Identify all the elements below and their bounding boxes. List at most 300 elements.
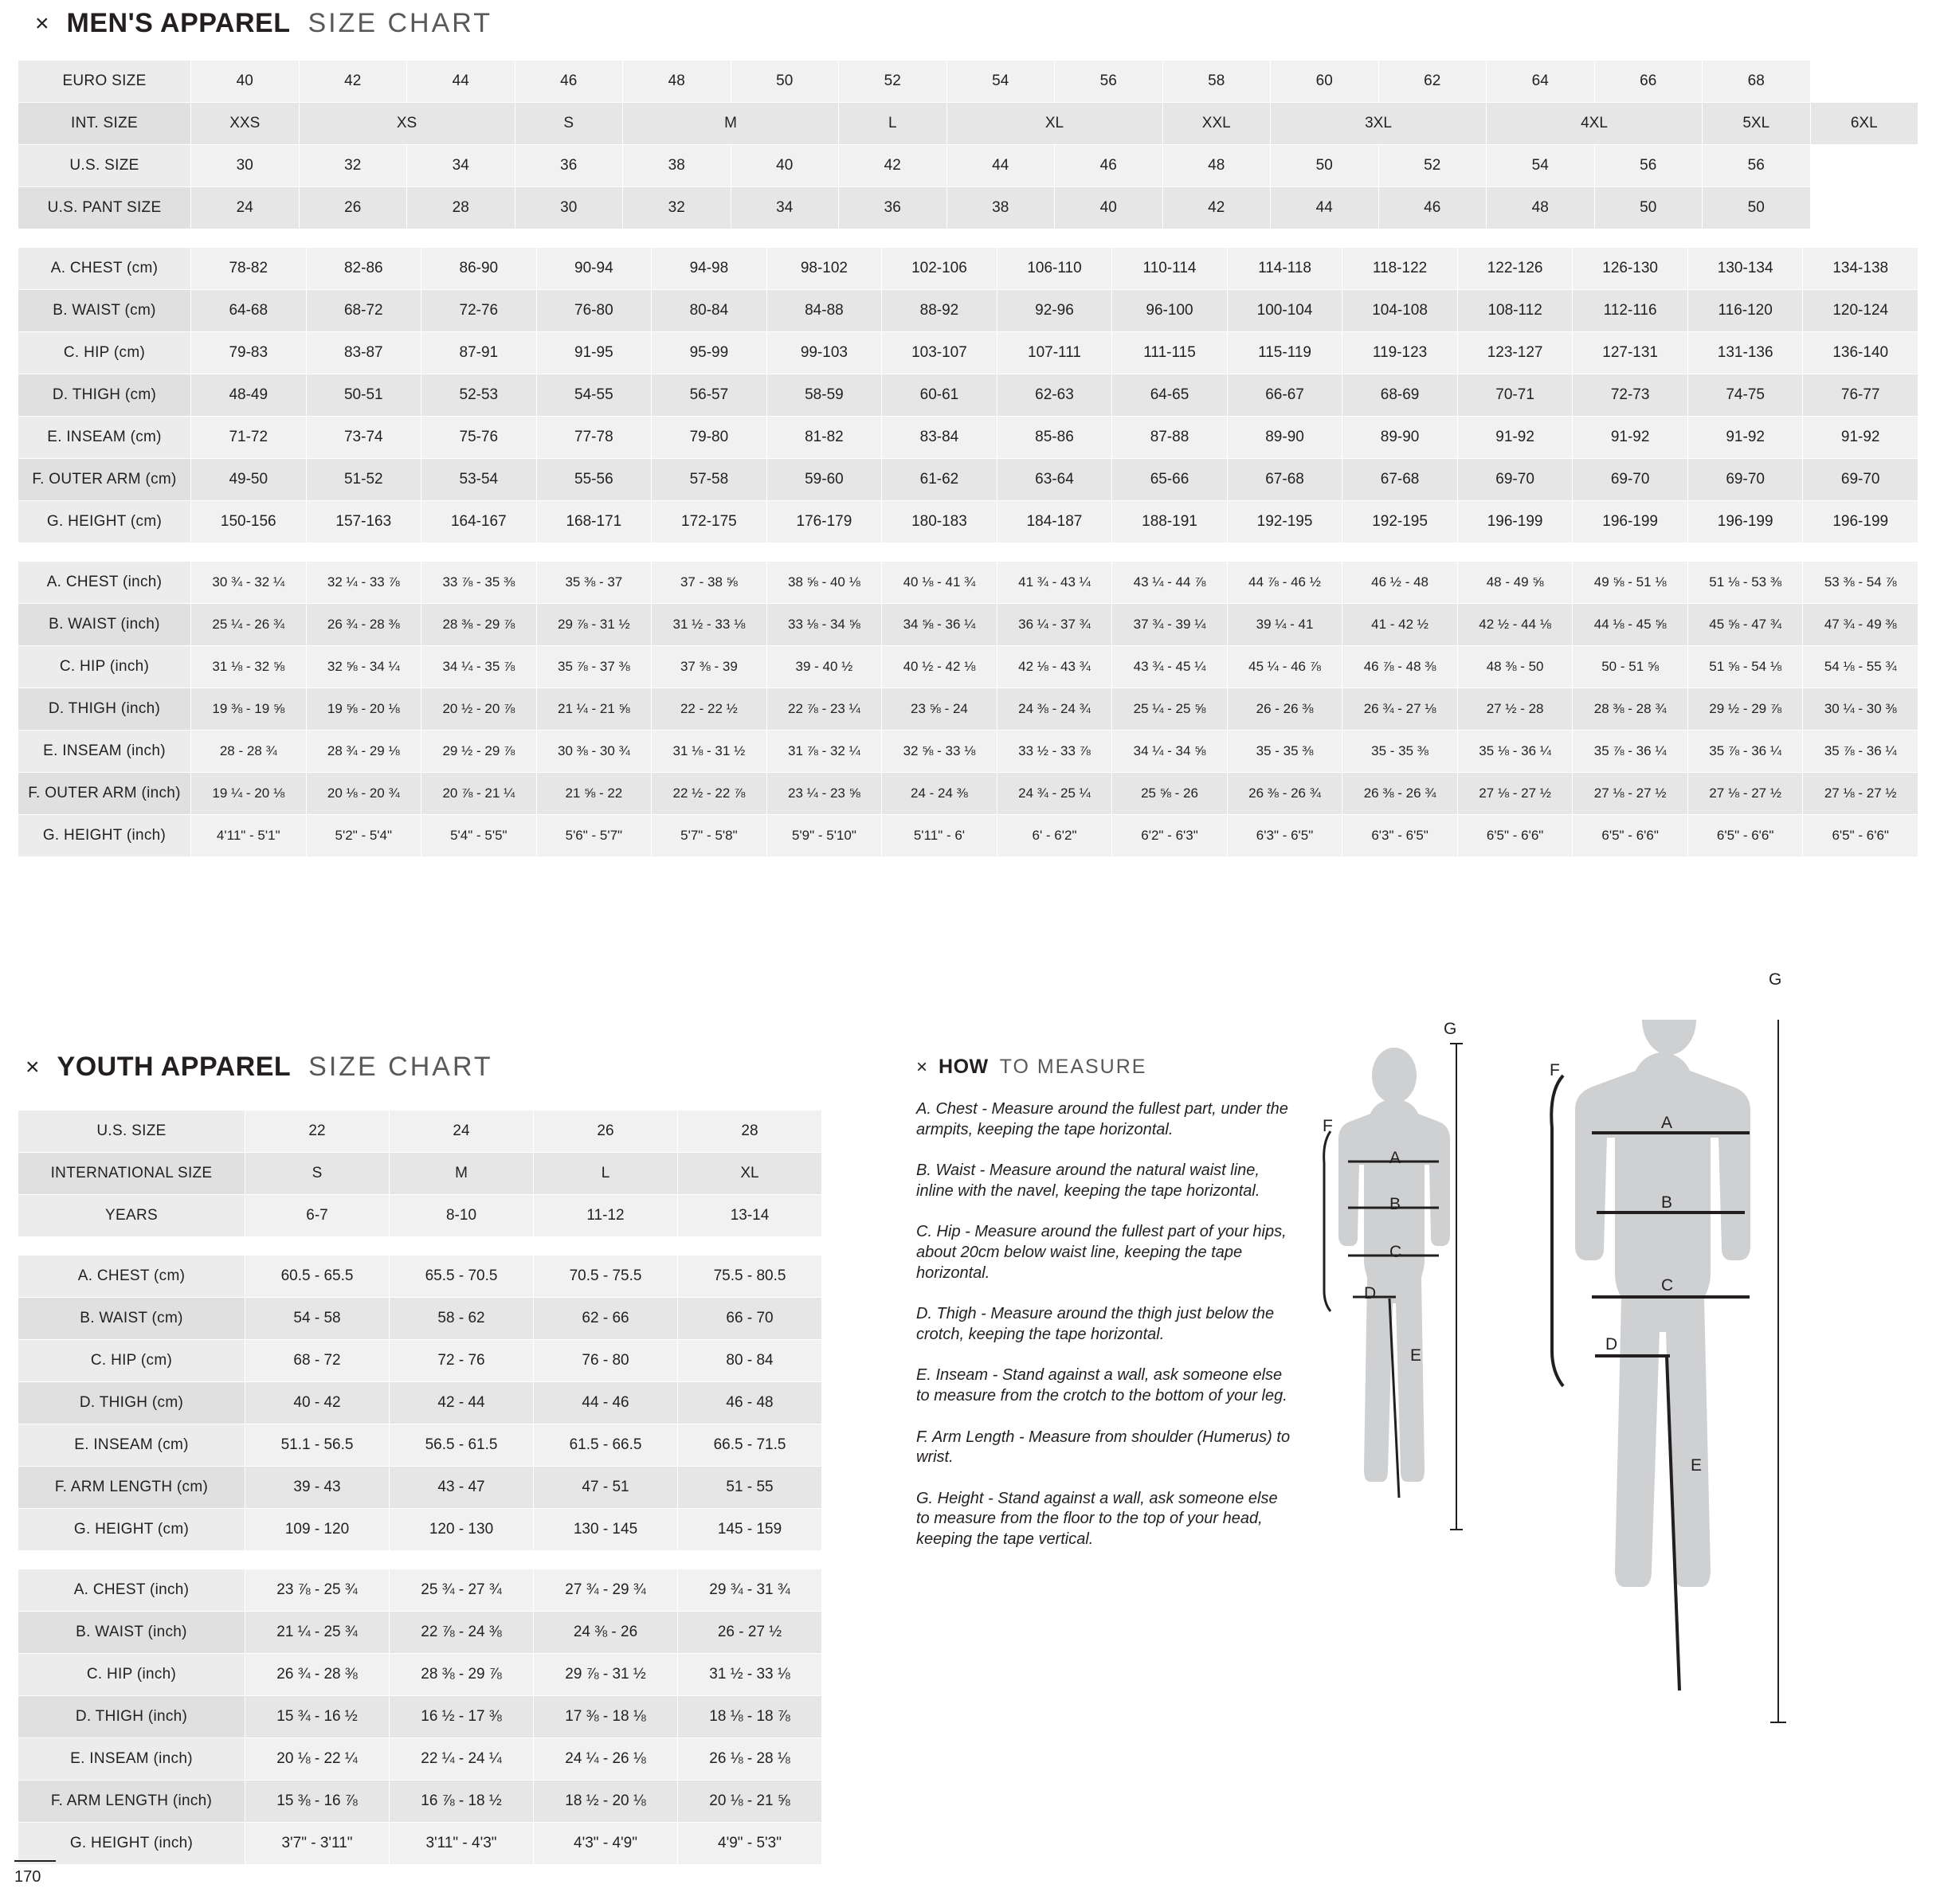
table-cell: 35 ⅜ - 37 <box>536 562 652 604</box>
row-header: C. HIP (cm) <box>18 332 191 374</box>
table-row <box>18 604 1918 646</box>
close-icon[interactable]: × <box>25 1053 40 1080</box>
table-cell: 69-70 <box>1803 459 1918 501</box>
table-row <box>18 1467 822 1509</box>
table-cell: 64-65 <box>1112 374 1228 417</box>
table-cell: 35 ⅞ - 36 ¼ <box>1687 731 1803 773</box>
table-cell: 22 ⅞ - 23 ¼ <box>766 688 882 731</box>
table-cell: 134-138 <box>1803 248 1918 290</box>
row-header: G. HEIGHT (inch) <box>18 815 191 857</box>
table-cell: 145 - 159 <box>678 1509 822 1551</box>
table-row <box>18 145 1918 187</box>
table-row <box>18 103 1918 145</box>
table-cell: 86-90 <box>421 248 537 290</box>
adult-label-B: B <box>1661 1193 1673 1212</box>
table-cell: 35 ⅞ - 37 ⅜ <box>536 646 652 688</box>
table-cell: L <box>839 103 947 145</box>
table-cell: S <box>245 1153 390 1195</box>
table-cell: 192-195 <box>1227 501 1342 543</box>
measure-instruction: A. Chest - Measure around the fullest part, under the armpits, keeping the tape horizontal. <box>916 1100 1288 1138</box>
row-header: A. CHEST (cm) <box>18 248 191 290</box>
table-cell: 6'5" - 6'6" <box>1803 815 1918 857</box>
table-cell: 136-140 <box>1803 332 1918 374</box>
table-cell: 62 <box>1378 61 1487 103</box>
table-cell: 79-83 <box>191 332 307 374</box>
table-cell: 87-88 <box>1112 417 1228 459</box>
table-cell: 48-49 <box>191 374 307 417</box>
table-cell: 29 ¾ - 31 ¾ <box>678 1569 822 1612</box>
table-cell: 29 ½ - 29 ⅞ <box>1687 688 1803 731</box>
table-cell: 40 - 42 <box>245 1382 390 1424</box>
table-cell: 76-80 <box>536 290 652 332</box>
table-cell: 44 - 46 <box>534 1382 678 1424</box>
table-cell: 22 ⅞ - 24 ⅜ <box>390 1612 534 1654</box>
page-number-rule <box>14 1860 56 1862</box>
table-cell: 4'3" - 4'9" <box>534 1823 678 1865</box>
table-cell: XXS <box>191 103 300 145</box>
table-cell: 74-75 <box>1687 374 1803 417</box>
table-cell: 94-98 <box>652 248 767 290</box>
table-cell: 46 ⅞ - 48 ⅜ <box>1342 646 1458 688</box>
table-cell: 31 ½ - 33 ⅛ <box>678 1654 822 1696</box>
table-cell: 106-110 <box>997 248 1112 290</box>
table-cell: 24 ⅜ - 26 <box>534 1612 678 1654</box>
table-cell: 42 ½ - 44 ⅛ <box>1457 604 1573 646</box>
table-cell: 5'6" - 5'7" <box>536 815 652 857</box>
table-cell: 71-72 <box>191 417 307 459</box>
table-cell: 27 ⅛ - 27 ½ <box>1687 773 1803 815</box>
table-row <box>18 1696 822 1738</box>
table-cell: 67-68 <box>1342 459 1458 501</box>
table-cell: 196-199 <box>1803 501 1918 543</box>
table-row <box>18 290 1918 332</box>
table-cell: 57-58 <box>652 459 767 501</box>
table-cell: 37 ¾ - 39 ¼ <box>1112 604 1228 646</box>
table-cell: 26 - 27 ½ <box>678 1612 822 1654</box>
table-cell: 17 ⅜ - 18 ⅛ <box>534 1696 678 1738</box>
table-cell: 51 - 55 <box>678 1467 822 1509</box>
table-cell: 26 <box>299 187 407 229</box>
table-cell: 42 ⅛ - 43 ¾ <box>997 646 1112 688</box>
table-row <box>18 1654 822 1696</box>
adult-label-G: G <box>1769 970 1782 989</box>
table-cell: 32 <box>299 145 407 187</box>
table-cell: 39 - 43 <box>245 1467 390 1509</box>
table-row <box>18 1195 822 1237</box>
adult-label-A: A <box>1661 1114 1673 1132</box>
table-cell: 23 ¼ - 23 ⅝ <box>766 773 882 815</box>
youth-label-G: G <box>1444 1020 1457 1038</box>
table-cell: 42 <box>839 145 947 187</box>
table-cell: 24 ¼ - 26 ⅛ <box>534 1738 678 1781</box>
mens-chart-title <box>35 8 1922 39</box>
page-number <box>14 1860 56 1886</box>
table-row <box>18 417 1918 459</box>
table-cell: 58-59 <box>766 374 882 417</box>
table-cell: 28 <box>407 187 515 229</box>
table-cell: 30 ¾ - 32 ¼ <box>191 562 307 604</box>
table-cell: 81-82 <box>766 417 882 459</box>
table-cell: 41 ¾ - 43 ¼ <box>997 562 1112 604</box>
table-row <box>18 1612 822 1654</box>
table-cell: 28 ⅜ - 28 ¾ <box>1573 688 1688 731</box>
table-cell: 50 <box>1271 145 1379 187</box>
table-row <box>18 815 1918 857</box>
table-cell: 5'7" - 5'8" <box>652 815 767 857</box>
adult-label-E: E <box>1691 1456 1703 1475</box>
table-cell: 26 ¾ - 28 ⅜ <box>306 604 421 646</box>
table-cell: 33 ⅞ - 35 ⅜ <box>421 562 537 604</box>
howto-title-light: TO MEASURE <box>999 1056 1147 1078</box>
table-cell: 18 ⅛ - 18 ⅞ <box>678 1696 822 1738</box>
table-cell: 88-92 <box>882 290 997 332</box>
table-cell: 180-183 <box>882 501 997 543</box>
table-cell: 172-175 <box>652 501 767 543</box>
table-cell: 196-199 <box>1573 501 1688 543</box>
table-cell: 4XL <box>1487 103 1703 145</box>
table-cell: 21 ⅝ - 22 <box>536 773 652 815</box>
table-cell: 33 ⅛ - 34 ⅝ <box>766 604 882 646</box>
table-cell: 157-163 <box>306 501 421 543</box>
table-cell: 89-90 <box>1227 417 1342 459</box>
table-cell: 6XL <box>1810 103 1918 145</box>
youth-label-E: E <box>1410 1346 1422 1365</box>
adult-label-C: C <box>1661 1276 1674 1295</box>
table-cell: 46 <box>1378 187 1487 229</box>
row-header: B. WAIST (inch) <box>18 604 191 646</box>
mens-size-header-table <box>18 60 1918 229</box>
table-cell: 56-57 <box>652 374 767 417</box>
table-row <box>18 1781 822 1823</box>
table-cell: 87-91 <box>421 332 537 374</box>
table-cell: 54 <box>1487 145 1595 187</box>
table-cell: 84-88 <box>766 290 882 332</box>
table-row <box>18 1340 822 1382</box>
table-row <box>18 731 1918 773</box>
youth-title-strong: YOUTH APPAREL <box>57 1052 292 1082</box>
table-cell: 28 - 28 ¾ <box>191 731 307 773</box>
table-cell: 15 ¾ - 16 ½ <box>245 1696 390 1738</box>
row-header: C. HIP (inch) <box>18 1654 245 1696</box>
measure-instruction: F. Arm Length - Measure from shoulder (Humerus) to wrist. <box>916 1428 1291 1467</box>
table-cell: 70.5 - 75.5 <box>534 1256 678 1298</box>
youth-title-light: SIZE CHART <box>308 1052 493 1082</box>
youth-apparel-section <box>18 1052 846 1865</box>
table-cell: 28 ⅜ - 29 ⅞ <box>390 1654 534 1696</box>
table-cell: 8-10 <box>390 1195 534 1237</box>
table-cell: 50 - 51 ⅝ <box>1573 646 1688 688</box>
row-header: C. HIP (cm) <box>18 1340 245 1382</box>
table-row <box>18 501 1918 543</box>
table-cell: 65-66 <box>1112 459 1228 501</box>
close-icon[interactable]: × <box>35 10 49 37</box>
row-header: E. INSEAM (inch) <box>18 1738 245 1781</box>
table-cell: 5'9" - 5'10" <box>766 815 882 857</box>
table-cell: 60.5 - 65.5 <box>245 1256 390 1298</box>
table-cell: 5XL <box>1703 103 1811 145</box>
table-cell: 31 ⅞ - 32 ¼ <box>766 731 882 773</box>
table-cell: 118-122 <box>1342 248 1458 290</box>
table-cell: 48 <box>623 61 731 103</box>
mens-measurements-inch-table <box>18 561 1918 857</box>
table-cell: 24 ⅜ - 24 ¾ <box>997 688 1112 731</box>
table-cell: 188-191 <box>1112 501 1228 543</box>
table-cell: 58 - 62 <box>390 1298 534 1340</box>
table-cell: 42 <box>1162 187 1271 229</box>
table-cell: 29 ⅞ - 31 ½ <box>536 604 652 646</box>
table-cell: 59-60 <box>766 459 882 501</box>
table-cell: 44 <box>1271 187 1379 229</box>
row-header: INTERNATIONAL SIZE <box>18 1153 245 1195</box>
table-cell: 70-71 <box>1457 374 1573 417</box>
table-cell: 53-54 <box>421 459 537 501</box>
table-cell: 82-86 <box>306 248 421 290</box>
table-cell: 127-131 <box>1573 332 1688 374</box>
table-cell: 50 <box>731 61 839 103</box>
table-cell: 90-94 <box>536 248 652 290</box>
table-cell: 123-127 <box>1457 332 1573 374</box>
table-cell: 22 <box>245 1111 390 1153</box>
table-cell: 111-115 <box>1112 332 1228 374</box>
table-cell: 130-134 <box>1687 248 1803 290</box>
table-cell: 83-87 <box>306 332 421 374</box>
table-cell: 68 <box>1703 61 1811 103</box>
mens-apparel-section <box>18 8 1922 857</box>
table-cell: 114-118 <box>1227 248 1342 290</box>
mens-title-light: SIZE CHART <box>308 8 492 38</box>
table-cell: 61-62 <box>882 459 997 501</box>
table-cell: 31 ⅛ - 31 ½ <box>652 731 767 773</box>
table-row <box>18 187 1918 229</box>
table-cell: 112-116 <box>1573 290 1688 332</box>
table-cell: 69-70 <box>1573 459 1688 501</box>
table-row <box>18 332 1918 374</box>
table-cell: 40 ⅛ - 41 ¾ <box>882 562 997 604</box>
table-cell: 80-84 <box>652 290 767 332</box>
table-cell: 62-63 <box>997 374 1112 417</box>
measure-instruction: C. Hip - Measure around the fullest part of your hips, about 20cm below waist line, keeping the tape horizontal. <box>916 1223 1287 1282</box>
table-row <box>18 61 1918 103</box>
table-cell: 46 ½ - 48 <box>1342 562 1458 604</box>
row-header: E. INSEAM (cm) <box>18 1424 245 1467</box>
adult-label-D: D <box>1605 1335 1618 1354</box>
table-row <box>18 773 1918 815</box>
table-cell: 192-195 <box>1342 501 1458 543</box>
table-cell: 107-111 <box>997 332 1112 374</box>
table-cell: 45 ¼ - 46 ⅞ <box>1227 646 1342 688</box>
table-cell: 55-56 <box>536 459 652 501</box>
table-cell: 76-77 <box>1803 374 1918 417</box>
row-header: G. HEIGHT (inch) <box>18 1823 245 1865</box>
table-cell: 63-64 <box>997 459 1112 501</box>
table-cell: M <box>623 103 839 145</box>
table-cell: 109 - 120 <box>245 1509 390 1551</box>
measure-instruction: E. Inseam - Stand against a wall, ask someone else to measure from the crotch to the bottom of your leg. <box>916 1366 1287 1404</box>
measure-instruction: B. Waist - Measure around the natural waist line, inline with the navel, keeping the tape horizontal. <box>916 1162 1260 1200</box>
table-cell: 28 ¾ - 29 ⅛ <box>306 731 421 773</box>
table-cell: 65.5 - 70.5 <box>390 1256 534 1298</box>
table-cell: XL <box>678 1153 822 1195</box>
table-cell: 20 ⅛ - 21 ⅝ <box>678 1781 822 1823</box>
row-header: U.S. SIZE <box>18 1111 245 1153</box>
table-cell: 24 <box>191 187 300 229</box>
table-cell: 34 ⅝ - 36 ¼ <box>882 604 997 646</box>
table-cell: 35 - 35 ⅜ <box>1342 731 1458 773</box>
table-cell: 104-108 <box>1342 290 1458 332</box>
table-row <box>18 1509 822 1551</box>
table-cell: 64-68 <box>191 290 307 332</box>
table-cell: 43 - 47 <box>390 1467 534 1509</box>
table-cell: 6'3" - 6'5" <box>1342 815 1458 857</box>
table-cell: 35 - 35 ⅜ <box>1227 731 1342 773</box>
table-cell: 69-70 <box>1687 459 1803 501</box>
table-cell: 5'4" - 5'5" <box>421 815 537 857</box>
close-icon[interactable]: × <box>916 1056 928 1078</box>
table-cell: 83-84 <box>882 417 997 459</box>
table-cell: 56.5 - 61.5 <box>390 1424 534 1467</box>
table-cell: M <box>390 1153 534 1195</box>
table-cell: 68-69 <box>1342 374 1458 417</box>
table-cell: 50-51 <box>306 374 421 417</box>
table-cell: 21 ¼ - 25 ¾ <box>245 1612 390 1654</box>
table-row <box>18 1111 822 1153</box>
table-cell: 100-104 <box>1227 290 1342 332</box>
table-cell: 27 ⅛ - 27 ½ <box>1573 773 1688 815</box>
table-cell: 40 <box>191 61 300 103</box>
row-header: D. THIGH (cm) <box>18 1382 245 1424</box>
table-row <box>18 562 1918 604</box>
table-cell: 75.5 - 80.5 <box>678 1256 822 1298</box>
table-cell: 37 - 38 ⅝ <box>652 562 767 604</box>
table-cell: 22 ½ - 22 ⅞ <box>652 773 767 815</box>
table-cell: 51-52 <box>306 459 421 501</box>
table-cell: 78-82 <box>191 248 307 290</box>
row-header: A. CHEST (inch) <box>18 562 191 604</box>
table-cell: S <box>515 103 623 145</box>
table-cell: 46 <box>515 61 623 103</box>
youth-size-header-table <box>18 1110 822 1237</box>
table-row <box>18 1738 822 1781</box>
table-cell: 50 <box>1703 187 1811 229</box>
table-cell: 32 <box>623 187 731 229</box>
table-cell: 49-50 <box>191 459 307 501</box>
table-cell: 4'9" - 5'3" <box>678 1823 822 1865</box>
table-cell: 46 <box>1055 145 1163 187</box>
table-row <box>18 1256 822 1298</box>
table-cell: 23 ⅞ - 25 ¾ <box>245 1569 390 1612</box>
row-header: A. CHEST (cm) <box>18 1256 245 1298</box>
table-cell: 32 ¼ - 33 ⅞ <box>306 562 421 604</box>
table-cell: 26 ⅜ - 26 ¾ <box>1342 773 1458 815</box>
table-cell: 52-53 <box>421 374 537 417</box>
table-cell: 27 ¾ - 29 ¾ <box>534 1569 678 1612</box>
table-cell: 36 ¼ - 37 ¾ <box>997 604 1112 646</box>
row-header: C. HIP (inch) <box>18 646 191 688</box>
table-cell: 95-99 <box>652 332 767 374</box>
table-cell: 54 ⅛ - 55 ¾ <box>1803 646 1918 688</box>
table-cell: 49 ⅝ - 51 ⅛ <box>1573 562 1688 604</box>
table-cell: 54-55 <box>536 374 652 417</box>
youth-label-A: A <box>1389 1149 1401 1167</box>
table-cell: 19 ⅝ - 20 ⅛ <box>306 688 421 731</box>
table-cell: 79-80 <box>652 417 767 459</box>
table-cell: 44 ⅛ - 45 ⅝ <box>1573 604 1688 646</box>
table-row <box>18 1153 822 1195</box>
table-cell: 60-61 <box>882 374 997 417</box>
table-cell: 110-114 <box>1112 248 1228 290</box>
table-row <box>18 248 1918 290</box>
table-cell: 19 ¼ - 20 ⅛ <box>191 773 307 815</box>
table-cell: 38 ⅝ - 40 ⅛ <box>766 562 882 604</box>
table-cell: 30 <box>515 187 623 229</box>
table-cell: 73-74 <box>306 417 421 459</box>
table-cell: 58 <box>1162 61 1271 103</box>
table-cell: 66 - 70 <box>678 1298 822 1340</box>
table-cell: 5'2" - 5'4" <box>306 815 421 857</box>
table-cell: 60 <box>1271 61 1379 103</box>
table-cell: 20 ⅞ - 21 ¼ <box>421 773 537 815</box>
table-cell: 184-187 <box>997 501 1112 543</box>
table-cell: 20 ½ - 20 ⅞ <box>421 688 537 731</box>
table-cell: 131-136 <box>1687 332 1803 374</box>
table-cell: 91-95 <box>536 332 652 374</box>
table-cell: 36 <box>839 187 947 229</box>
row-header: INT. SIZE <box>18 103 191 145</box>
table-cell: 92-96 <box>997 290 1112 332</box>
table-cell: 44 <box>946 145 1055 187</box>
table-row <box>18 1298 822 1340</box>
table-cell: 6'5" - 6'6" <box>1687 815 1803 857</box>
table-cell: 196-199 <box>1687 501 1803 543</box>
table-cell: 80 - 84 <box>678 1340 822 1382</box>
mens-measurements-cm-table <box>18 247 1918 543</box>
table-cell: 18 ½ - 20 ⅛ <box>534 1781 678 1823</box>
table-cell: 66 <box>1594 61 1703 103</box>
table-cell: 35 ⅞ - 36 ¼ <box>1803 731 1918 773</box>
mens-title-strong: MEN'S APPAREL <box>66 8 291 38</box>
row-header: F. ARM LENGTH (inch) <box>18 1781 245 1823</box>
table-cell: 176-179 <box>766 501 882 543</box>
table-cell: 40 <box>731 145 839 187</box>
table-cell: 47 - 51 <box>534 1467 678 1509</box>
measure-instruction: G. Height - Stand against a wall, ask someone else to measure from the floor to the top of your head, keeping the tape vertical. <box>916 1489 1278 1548</box>
table-cell: 39 ¼ - 41 <box>1227 604 1342 646</box>
table-cell: 6' - 6'2" <box>997 815 1112 857</box>
table-cell: 130 - 145 <box>534 1509 678 1551</box>
body-diagrams-svg <box>1323 1020 1912 1816</box>
table-cell: 91-92 <box>1457 417 1573 459</box>
table-cell: 11-12 <box>534 1195 678 1237</box>
table-cell: 26 ⅜ - 26 ¾ <box>1227 773 1342 815</box>
table-cell: 31 ⅛ - 32 ⅝ <box>191 646 307 688</box>
table-cell: 72 - 76 <box>390 1340 534 1382</box>
table-cell: 69-70 <box>1457 459 1573 501</box>
table-cell: 68-72 <box>306 290 421 332</box>
table-cell: 3XL <box>1271 103 1487 145</box>
table-cell: 30 <box>191 145 300 187</box>
table-cell: 21 ¼ - 21 ⅝ <box>536 688 652 731</box>
table-cell: 4'11" - 5'1" <box>191 815 307 857</box>
row-header: A. CHEST (inch) <box>18 1569 245 1612</box>
table-row <box>18 1382 822 1424</box>
table-cell: 35 ⅛ - 36 ¼ <box>1457 731 1573 773</box>
table-row <box>18 1823 822 1865</box>
table-cell: 29 ½ - 29 ⅞ <box>421 731 537 773</box>
table-cell: 26 ¾ - 27 ⅛ <box>1342 688 1458 731</box>
row-header: U.S. SIZE <box>18 145 191 187</box>
table-cell: 24 <box>390 1111 534 1153</box>
table-cell: 27 ½ - 28 <box>1457 688 1573 731</box>
